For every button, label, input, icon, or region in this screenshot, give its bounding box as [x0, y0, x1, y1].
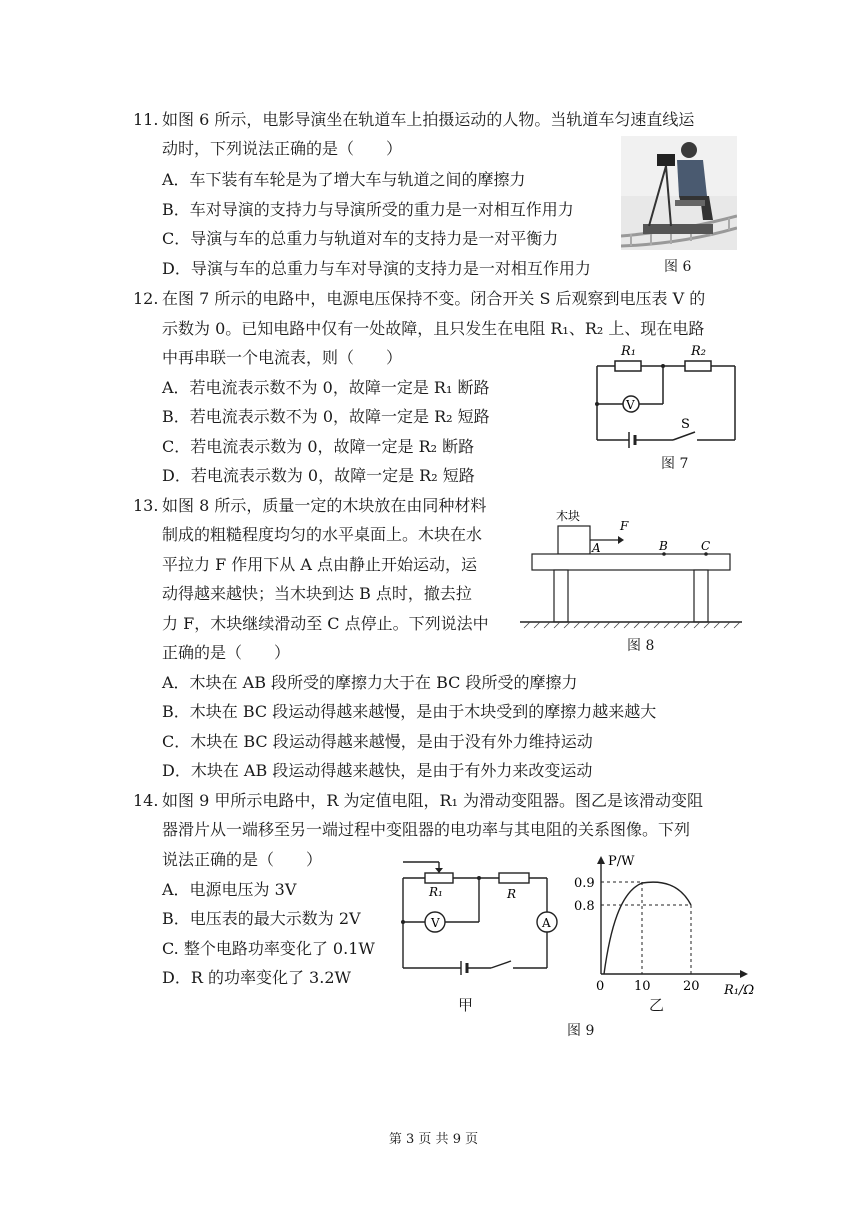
figure-7-caption: 图 7	[661, 456, 689, 472]
figure-6-caption: 图 6	[664, 259, 692, 275]
fig8-label-c: C	[701, 539, 711, 553]
figure-9a-label: 甲	[458, 996, 474, 1014]
q14-option-b: B．电压表的最大示数为 2V	[162, 909, 361, 928]
q13-number: 13.	[133, 496, 159, 515]
q11-option-c: C．导演与车的总重力与轨道对车的支持力是一对平衡力	[162, 229, 559, 248]
fig8-label-f: F	[620, 519, 629, 533]
fig9-y-tick-0.9: 0.9	[574, 876, 595, 891]
q11-number: 11.	[133, 110, 159, 129]
fig9-y-tick-0.8: 0.8	[574, 899, 595, 914]
q13-option-b: B．木块在 BC 段运动得越来越慢，是由于木块受到的摩擦力越来越大	[162, 702, 657, 721]
q14-option-d: D．R 的功率变化了 3.2W	[162, 968, 351, 987]
q14-option-c: C. 整个电路功率变化了 0.1W	[162, 939, 375, 958]
q14-stem-line-2: 器滑片从一端移至另一端过程中变阻器的电功率与其电阻的关系图像。下列	[162, 820, 691, 839]
q11-option-b: B．车对导演的支持力与导演所受的重力是一对相互作用力	[162, 200, 574, 219]
fig9-y-axis-label: P/W	[608, 854, 635, 869]
fig9-label-a: A	[542, 916, 551, 930]
q11-stem-line-1: 如图 6 所示，电影导演坐在轨道车上拍摄运动的人物。当轨道车匀速直线运	[162, 110, 695, 129]
q13-stem-line-4: 动得越来越快；当木块到达 B 点时，撤去拉	[162, 584, 472, 603]
fig8-label-block: 木块	[556, 509, 581, 523]
q13-stem-line-3: 平拉力 F 作用下从 A 点由静止开始运动，运	[162, 555, 478, 574]
fig8-label-a: A	[592, 541, 601, 555]
fig9-x-tick-0: 0	[596, 979, 605, 994]
q13-stem-line-2: 制成的粗糙程度均匀的水平桌面上。木块在水	[162, 525, 483, 544]
fig9-label-v: V	[431, 916, 440, 930]
q13-stem-line-1: 如图 8 所示，质量一定的木块放在由同种材料	[162, 496, 487, 515]
page-footer: 第 3 页 共 9 页	[388, 1132, 479, 1147]
q14-stem-line-3: 说法正确的是（ ）	[162, 850, 323, 869]
fig9-label-r1: R₁	[429, 885, 443, 899]
q12-number: 12.	[133, 289, 159, 308]
q13-option-c: C．木块在 BC 段运动得越来越慢，是由于没有外力维持运动	[162, 732, 593, 751]
figure-9b-label: 乙	[649, 996, 665, 1014]
q12-option-c: C．若电流表示数为 0，故障一定是 R₂ 断路	[162, 437, 475, 456]
fig9-x-axis-label: R₁/Ω	[724, 983, 755, 998]
q12-option-d: D．若电流表示数为 0，故障一定是 R₂ 短路	[162, 466, 475, 485]
q11-stem-line-2: 动时，下列说法正确的是（ ）	[162, 139, 403, 158]
q11-option-d: D．导演与车的总重力与车对导演的支持力是一对相互作用力	[162, 259, 591, 278]
fig9-x-tick-20: 20	[683, 979, 700, 994]
figure-8-table	[520, 504, 742, 632]
q12-option-b: B．若电流表示数不为 0，故障一定是 R₂ 短路	[162, 407, 490, 426]
q13-stem-line-5: 力 F，木块继续滑动至 C 点停止。下列说法中	[162, 614, 489, 633]
fig8-label-b: B	[659, 539, 668, 553]
q14-number: 14.	[133, 791, 159, 810]
figure-6-photo	[621, 136, 737, 250]
q13-option-a: A．木块在 AB 段所受的摩擦力大于在 BC 段所受的摩擦力	[162, 673, 578, 692]
q12-stem-line-3: 中再串联一个电流表，则（ ）	[162, 348, 403, 367]
figure-9b-graph	[570, 850, 765, 1000]
q11-option-a: A．车下装有车轮是为了增大车与轨道之间的摩擦力	[162, 170, 526, 189]
q13-option-d: D．木块在 AB 段运动得越来越快，是由于有外力来改变运动	[162, 761, 593, 780]
q12-stem-line-1: 在图 7 所示的电路中，电源电压保持不变。闭合开关 S 后观察到电压表 V 的	[162, 289, 706, 308]
figure-7-circuit	[585, 340, 745, 448]
fig9-x-tick-10: 10	[634, 979, 651, 994]
q12-stem-line-2: 示数为 0。已知电路中仅有一处故障，且只发生在电阻 R₁、R₂ 上、现在电路	[162, 319, 705, 338]
fig7-label-v: V	[626, 398, 635, 412]
fig7-label-r1: R₁	[621, 344, 636, 359]
q13-stem-line-6: 正确的是（ ）	[162, 643, 291, 662]
fig9-label-r: R	[507, 887, 517, 901]
fig7-label-s: S	[681, 417, 690, 432]
figure-9a-circuit	[395, 858, 560, 976]
figure-9-caption: 图 9	[567, 1023, 595, 1039]
figure-8-caption: 图 8	[627, 638, 655, 654]
q12-option-a: A．若电流表示数不为 0，故障一定是 R₁ 断路	[162, 378, 490, 397]
q14-option-a: A．电源电压为 3V	[162, 880, 297, 899]
fig7-label-r2: R₂	[691, 344, 706, 359]
q14-stem-line-1: 如图 9 甲所示电路中，R 为定值电阻，R₁ 为滑动变阻器。图乙是该滑动变阻	[162, 791, 704, 810]
